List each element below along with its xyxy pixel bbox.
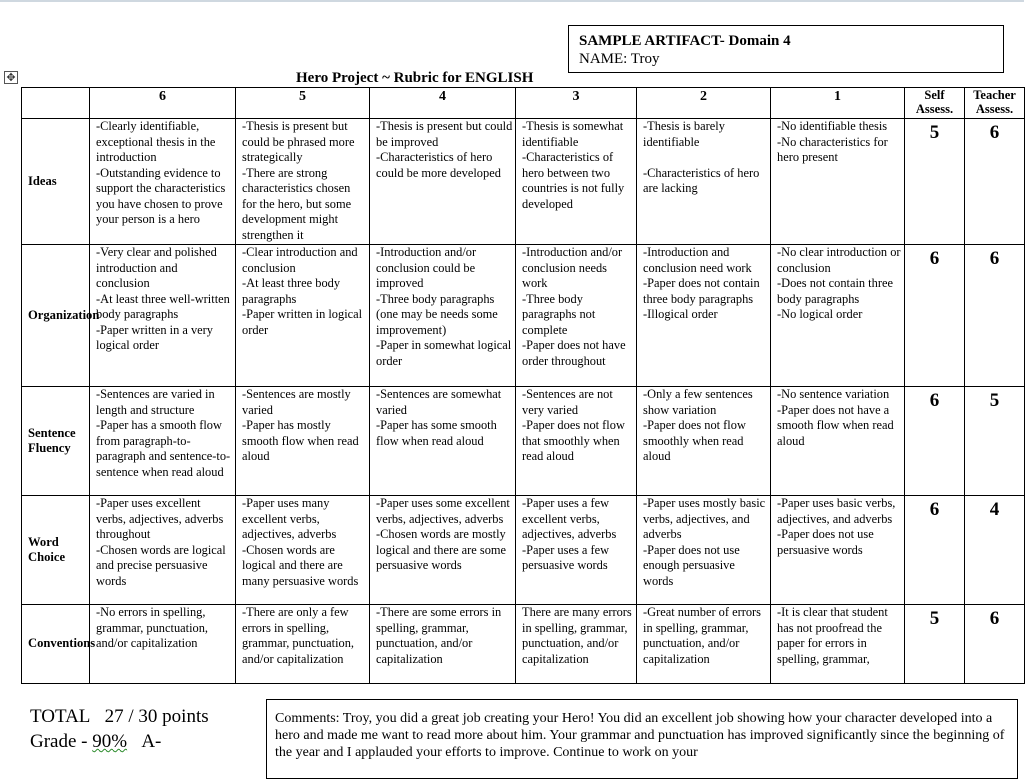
grade-letter: A- [141, 731, 162, 752]
criterion-cell: -Thesis is barely identifiable -Characteristics of hero are lacking [637, 119, 771, 245]
top-border [0, 0, 1024, 2]
header-score-1: 1 [771, 88, 905, 119]
header-score-6: 6 [90, 88, 236, 119]
grade-line [30, 729, 209, 754]
criterion-cell: -Sentences are mostly varied -Paper has mostly smooth flow when read aloud [236, 387, 370, 496]
criterion-cell: -Clearly identifiable, exceptional thesis in the introduction -Outstanding evidence to support the characteristics you have chosen to prove your person is a hero [90, 119, 236, 245]
header-blank [22, 88, 90, 119]
criterion-cell: -Introduction and conclusion need work -Paper does not contain three body paragraphs -Illogical order [637, 245, 771, 387]
criterion-cell: There are many errors in spelling, grammar, punctuation, and/or capitalization [516, 605, 637, 684]
criterion-cell: -Paper uses excellent verbs, adjectives, adverbs throughout -Chosen words are logical and precise persuasive words [90, 496, 236, 605]
header-teacher-assess: Teacher Assess. [965, 88, 1025, 119]
teacher-assess-score: 6 [965, 119, 1025, 245]
rubric-row-conventions [22, 605, 1025, 684]
row-label: Conventions [22, 605, 90, 684]
criterion-cell: -Thesis is somewhat identifiable -Characteristics of hero between two countries is not fully developed [516, 119, 637, 245]
rubric-row-organization [22, 245, 1025, 387]
teacher-assess-score: 5 [965, 387, 1025, 496]
self-assess-score: 6 [905, 496, 965, 605]
self-assess-score: 6 [905, 387, 965, 496]
criterion-cell: -Paper uses a few excellent verbs, adjectives, adverbs -Paper uses a few persuasive words [516, 496, 637, 605]
header-score-3: 3 [516, 88, 637, 119]
criterion-cell: -Clear introduction and conclusion -At least three body paragraphs -Paper written in logical order [236, 245, 370, 387]
criterion-cell: -Thesis is present but could be improved -Characteristics of hero could be more developed [370, 119, 516, 245]
total-line [30, 704, 209, 729]
header-score-2: 2 [637, 88, 771, 119]
rubric-row-word-choice [22, 496, 1025, 605]
criterion-cell: -Sentences are varied in length and structure -Paper has a smooth flow from paragraph-to-paragraph and sentence-to-sentence when read aloud [90, 387, 236, 496]
criterion-cell: -Only a few sentences show variation -Paper does not flow smoothly when read aloud [637, 387, 771, 496]
teacher-assess-score: 6 [965, 605, 1025, 684]
comments-box: Comments: Troy, you did a great job creating your Hero! You did an excellent job showing how your character developed into a hero and made me want to read more about him. Your grammar and punctuation has improved significantly since the beginning of the year and I applauded your efforts to improve. Continue to work on your [266, 699, 1018, 779]
criterion-cell: -Great number of errors in spelling, grammar, punctuation, and/or capitalization [637, 605, 771, 684]
rubric-row-ideas [22, 119, 1025, 245]
total-label: TOTAL [30, 706, 91, 727]
artifact-header-box [568, 25, 1004, 73]
teacher-assess-score: 6 [965, 245, 1025, 387]
criterion-cell: -There are only a few errors in spelling, grammar, punctuation, and/or capitalization [236, 605, 370, 684]
header-score-4: 4 [370, 88, 516, 119]
total-summary [30, 704, 209, 754]
criterion-cell: -No errors in spelling, grammar, punctuation, and/or capitalization [90, 605, 236, 684]
self-assess-score: 5 [905, 119, 965, 245]
row-label: Ideas [22, 119, 90, 245]
header-score-5: 5 [236, 88, 370, 119]
criterion-cell: -No clear introduction or conclusion -Does not contain three body paragraphs -No logical order [771, 245, 905, 387]
self-assess-score: 5 [905, 605, 965, 684]
artifact-title: SAMPLE ARTIFACT- Domain 4 [579, 33, 791, 49]
criterion-cell: -Introduction and/or conclusion needs work -Three body paragraphs not complete -Paper does not have order throughout [516, 245, 637, 387]
rubric-row-sentence-fluency [22, 387, 1025, 496]
rubric-table [21, 87, 1025, 684]
criterion-cell: -Thesis is present but could be phrased more strategically -There are strong characteristics chosen for the hero, but some development might strengthen it [236, 119, 370, 245]
rubric-title: Hero Project ~ Rubric for ENGLISH [296, 70, 534, 86]
row-label: Word Choice [22, 496, 90, 605]
grade-percent: 90% [92, 731, 128, 752]
rubric-header-row [22, 88, 1025, 119]
criterion-cell: -Sentences are somewhat varied -Paper has some smooth flow when read aloud [370, 387, 516, 496]
criterion-cell: -Paper uses some excellent verbs, adjectives, adverbs -Chosen words are mostly logical and there are some persuasive words [370, 496, 516, 605]
criterion-cell: -Paper uses many excellent verbs, adjectives, adverbs -Chosen words are logical and there are many persuasive words [236, 496, 370, 605]
artifact-student-name: NAME: Troy [579, 51, 660, 67]
criterion-cell: -It is clear that student has not proofread the paper for errors in spelling, grammar, [771, 605, 905, 684]
header-self-assess: Self Assess. [905, 88, 965, 119]
teacher-assess-score: 4 [965, 496, 1025, 605]
criterion-cell: -There are some errors in spelling, grammar, punctuation, and/or capitalization [370, 605, 516, 684]
criterion-cell: -No sentence variation -Paper does not have a smooth flow when read aloud [771, 387, 905, 496]
criterion-cell: -Very clear and polished introduction and conclusion -At least three well-written body paragraphs -Paper written in a very logical order [90, 245, 236, 387]
self-assess-score: 6 [905, 245, 965, 387]
move-handle-icon[interactable]: ✥ [4, 71, 18, 84]
row-label: Organization [22, 245, 90, 387]
criterion-cell: -Introduction and/or conclusion could be improved -Three body paragraphs (one may be needs some improvement) -Paper in somewhat logical order [370, 245, 516, 387]
criterion-cell: -Sentences are not very varied -Paper does not flow that smoothly when read aloud [516, 387, 637, 496]
grade-label: Grade - [30, 731, 93, 752]
criterion-cell: -Paper uses mostly basic verbs, adjectives, and adverbs -Paper does not use enough persuasive words [637, 496, 771, 605]
criterion-cell: -No identifiable thesis -No characteristics for hero present [771, 119, 905, 245]
total-value: 27 / 30 points [104, 706, 209, 727]
row-label: Sentence Fluency [22, 387, 90, 496]
criterion-cell: -Paper uses basic verbs, adjectives, and adverbs -Paper does not use persuasive words [771, 496, 905, 605]
